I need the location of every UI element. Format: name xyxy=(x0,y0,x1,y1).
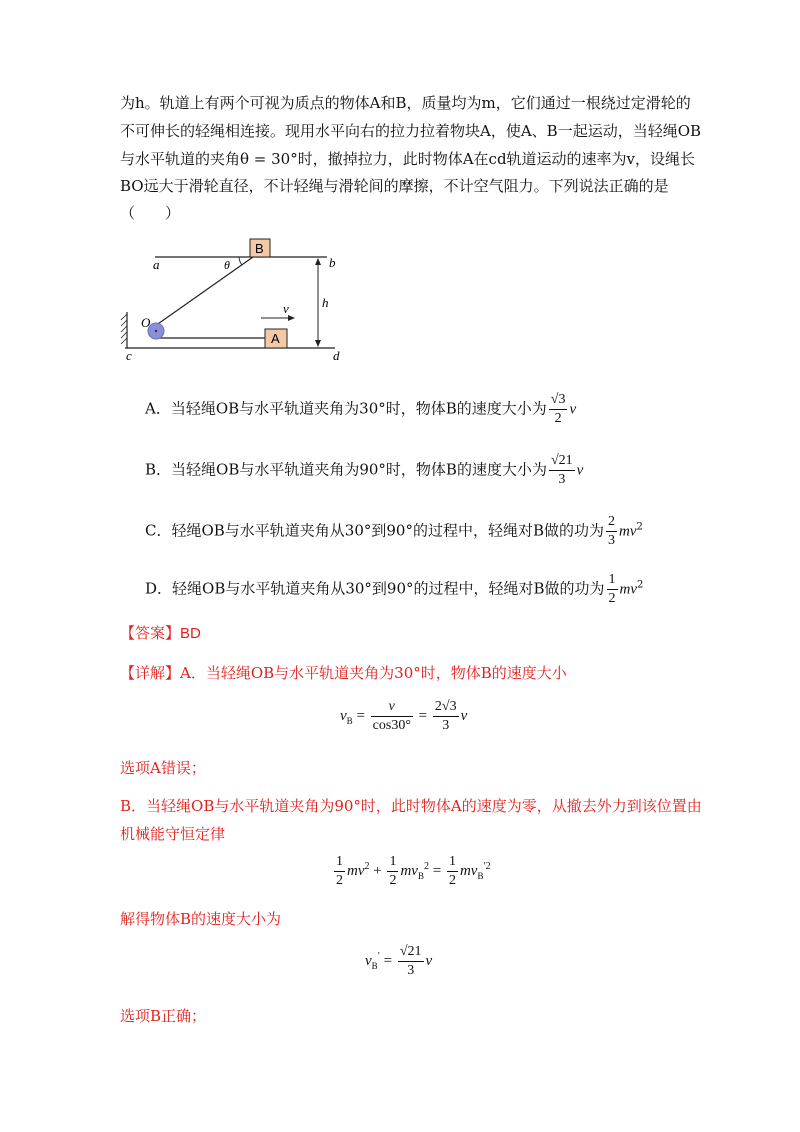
svg-text:v: v xyxy=(283,301,289,316)
solve-text: 解得物体B的速度大小为 xyxy=(120,910,282,928)
svg-text:d: d xyxy=(333,348,340,363)
svg-text:c: c xyxy=(126,348,132,363)
answer-label: 【答案】 xyxy=(120,624,181,642)
option-c[interactable]: C．轻绳OB与水平轨道夹角从30°到90°的过程中，轻绳对B做的功为 $\frac{2}{3}$ $mv^2$ xyxy=(145,514,643,548)
conclusion-a: 选项A错误； xyxy=(120,759,206,777)
answer-value: BD xyxy=(180,625,201,642)
solution-b-line-1: B．当轻绳OB与水平轨道夹角为90°时，此时物体A的速度为零，从撤去外力到该位置由 xyxy=(120,797,702,815)
svg-text:b: b xyxy=(329,255,336,270)
block-b-label: B xyxy=(255,241,264,256)
solution-b-line-2: 机械能守恒定律 xyxy=(120,825,226,843)
solution-a-line: 【详解】A．当轻绳OB与水平轨道夹角为30°时，物体B的速度大小 xyxy=(120,664,567,682)
option-b[interactable]: B．当轻绳OB与水平轨道夹角为90°时，物体B的速度大小为 $\frac{√21}{3}$ v xyxy=(145,453,584,487)
physics-diagram xyxy=(115,230,355,365)
question-bracket: （ ） xyxy=(120,204,181,222)
question-line-4: BO远大于滑轮直径，不计轻绳与滑轮间的摩擦，不计空气阻力。下列说法正确的是 xyxy=(120,177,669,195)
question-line-1: 为h。轨道上有两个可视为质点的物体A和B，质量均为m，它们通过一根绕过定滑轮的 xyxy=(120,94,691,112)
answer-line xyxy=(120,620,690,647)
svg-text:θ: θ xyxy=(224,258,230,272)
detail-label: 【详解】 xyxy=(120,664,181,682)
theta-arc xyxy=(239,257,242,265)
option-a[interactable]: A．当轻绳OB与水平轨道夹角为30°时，物体B的速度大小为 $\frac{√3}{2}$ v xyxy=(145,392,577,426)
svg-text:a: a xyxy=(153,257,160,272)
option-d[interactable]: D．轻绳OB与水平轨道夹角从30°到90°的过程中，轻绳对B做的功为 $\frac{1}{2}$ $mv^2$ xyxy=(145,572,644,606)
block-a-label: A xyxy=(271,331,280,346)
conclusion-b: 选项B正确； xyxy=(120,1007,207,1025)
svg-text:h: h xyxy=(322,295,329,310)
equation-vb: $v_B$ = $\frac{v}{\cos 30^\circ}$ = $\frac{2√3}{3}$ v xyxy=(340,699,468,733)
wall-hatch xyxy=(121,314,127,344)
equation-energy: $\frac{1}{2}$ $mv^2$ + $\frac{1}{2}$ $mv_B^2$ = $\frac{1}{2}$ $mv_B^{'2}$ xyxy=(336,854,491,888)
rope-OB xyxy=(155,257,253,326)
question-line-2: 不可伸长的轻绳相连接。现用水平向右的拉力拉着物块A，使A、B一起运动，当轻绳OB xyxy=(120,122,702,140)
equation-vb-prime: $v_B'$ = $\frac{√21}{3}$ v xyxy=(365,944,433,978)
svg-text:O: O xyxy=(141,315,151,330)
question-line-3: 与水平轨道的夹角θ = 30°时，撤掉拉力，此时物体A在cd轨道运动的速率为v，设绳长 xyxy=(120,150,696,168)
